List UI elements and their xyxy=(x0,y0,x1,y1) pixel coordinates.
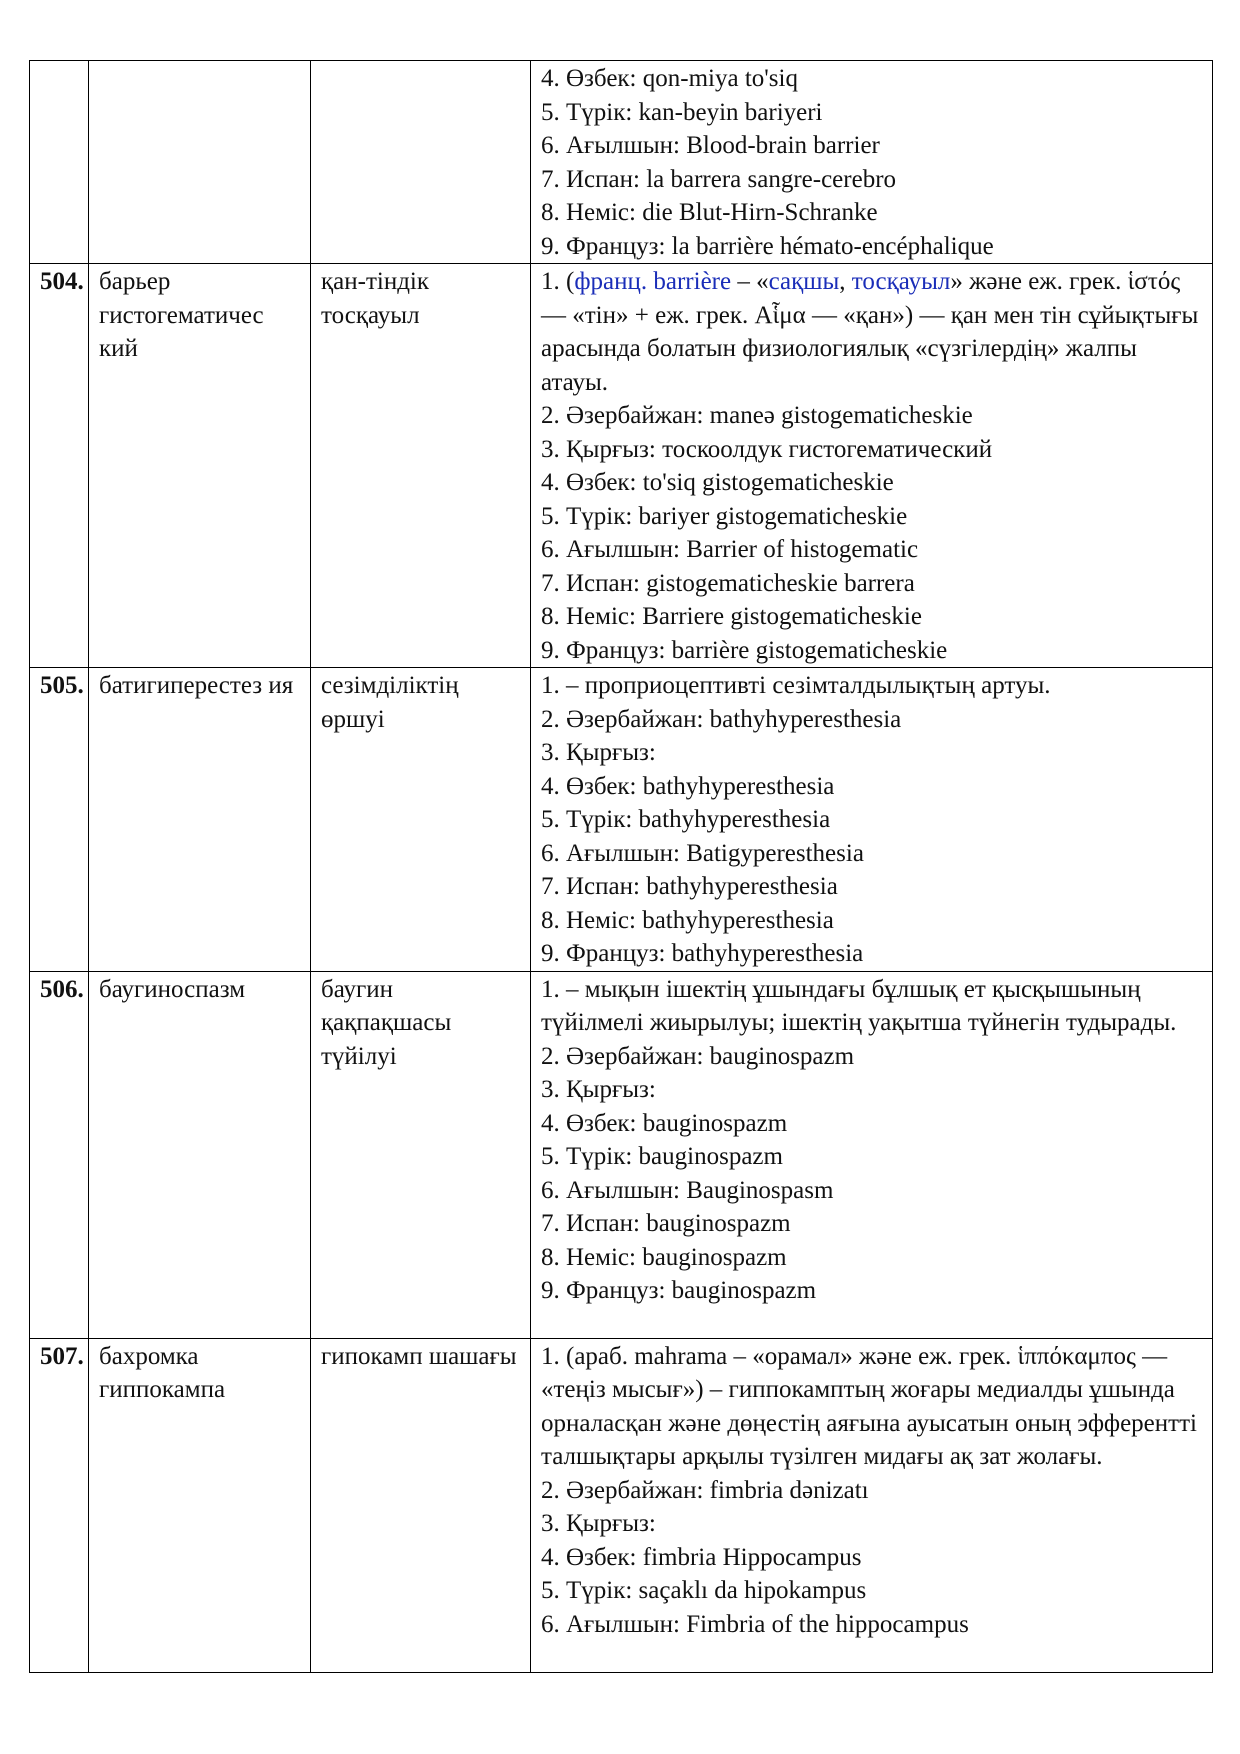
definition-text: 1. – мықын ішектің ұшындағы бұлшық ет қысқышының түйілмелі жиырылуы; ішектің уақытша түйнегін тудырады. xyxy=(541,975,1177,1036)
translation-line: 3. Қырғыз: xyxy=(541,1510,656,1537)
translation-line: 4. Өзбек: bauginospazm xyxy=(541,1109,788,1137)
translation-line: 4. Өзбек: qon-miya to'siq xyxy=(541,65,798,92)
translation-line: 5. Түрік: bariyer gistogematicheskie xyxy=(541,502,908,530)
translation-line: 7. Испан: la barrera sangre-cerebro xyxy=(541,165,897,193)
russian-term: батигиперестез ия xyxy=(89,668,311,972)
definition-cell xyxy=(531,668,1213,972)
translation-line: 4. Өзбек: to'siq gistogematicheskie xyxy=(541,469,894,496)
definition-cell xyxy=(531,264,1213,668)
translation-line: 8. Неміс: bathyhyperesthesia xyxy=(541,906,834,934)
translation-line: 3. Қырғыз: тоскоолдук гистогематический xyxy=(541,435,993,463)
translation-line: 7. Испан: bathyhyperesthesia xyxy=(541,873,838,900)
translation-line: 6. Ағылшын: Bauginospasm xyxy=(541,1176,834,1204)
kazakh-term xyxy=(311,61,531,264)
translation-line: 8. Неміс: Barriere gistogematicheskie xyxy=(541,603,922,630)
table-row xyxy=(30,668,1213,972)
russian-term: барьер гистогематичес кий xyxy=(89,264,311,668)
table-row xyxy=(30,61,1213,264)
kazakh-term: қан-тіндік тосқауыл xyxy=(311,264,531,668)
translation-line: 8. Неміс: bauginospazm xyxy=(541,1243,787,1271)
definition-cell xyxy=(531,971,1213,1338)
definition-cell xyxy=(531,1338,1213,1672)
translation-line: 7. Испан: gistogematicheskie barrera xyxy=(541,569,915,597)
definition-cell xyxy=(531,61,1213,264)
translation-line: 2. Әзербайжан: fimbria dənizatı xyxy=(541,1476,869,1504)
kazakh-term: сезімділіктің өршуі xyxy=(311,668,531,972)
russian-term: баугиноспазм xyxy=(89,971,311,1338)
translation-line: 5. Түрік: saçaklı da hipokampus xyxy=(541,1577,867,1604)
table-row xyxy=(30,971,1213,1338)
translation-line: 6. Ағылшын: Batigyperesthesia xyxy=(541,839,864,867)
translation-line: 9. Француз: barrière gistogematicheskie xyxy=(541,636,948,664)
table-row xyxy=(30,264,1213,668)
translation-line: 2. Әзербайжан: bauginospazm xyxy=(541,1042,855,1070)
entry-number: 505. xyxy=(30,668,89,972)
translation-line: 6. Ағылшын: Blood-brain barrier xyxy=(541,132,880,159)
russian-term xyxy=(89,61,311,264)
dictionary-table xyxy=(29,60,1213,1673)
etymology-link: франц. barrière xyxy=(574,268,732,295)
etymology-link: сақшы xyxy=(768,268,840,295)
definition-text: 1. – проприоцептивті сезімталдылықтың артуы. xyxy=(541,672,1051,699)
entry-number: 504. xyxy=(30,264,89,668)
table-row xyxy=(30,1338,1213,1672)
russian-term: бахромка гиппокампа xyxy=(89,1338,311,1672)
translation-line: 9. Француз: bathyhyperesthesia xyxy=(541,940,864,967)
translation-line: 2. Әзербайжан: maneə gistogematicheskie xyxy=(541,402,973,429)
definition-text: 1. (араб. mahrama – «орамал» және еж. грек. ἱππόκαμπος — «теңіз мысығ») – гиппокамптың жоғары медиалды ұшында орналасқан және дөңестің аяғына ауысатын оның эфферентті талшықтары арқылы түзілген мидағы ақ зат жолағы. xyxy=(541,1342,1197,1470)
translation-line: 6. Ағылшын: Barrier of histogematic xyxy=(541,536,919,563)
translation-line: 9. Француз: bauginospazm xyxy=(541,1277,817,1304)
kazakh-term: гипокамп шашағы xyxy=(311,1338,531,1672)
translation-line: 9. Француз: la barrière hémato-encéphalique xyxy=(541,232,994,260)
translation-line: 5. Түрік: kan-beyin bariyeri xyxy=(541,98,823,126)
translation-line: 5. Түрік: bauginospazm xyxy=(541,1143,783,1170)
translation-line: 3. Қырғыз: xyxy=(541,1076,656,1103)
translation-line: 8. Неміс: die Blut-Hirn-Schranke xyxy=(541,199,878,226)
translation-line: 4. Өзбек: fimbria Hippocampus xyxy=(541,1543,862,1571)
translation-line: 5. Түрік: bathyhyperesthesia xyxy=(541,806,831,833)
kazakh-term: баугин қақпақшасы түйілуі xyxy=(311,971,531,1338)
translation-line: 3. Қырғыз: xyxy=(541,739,656,766)
translation-line: 6. Ағылшын: Fimbria of the hippocampus xyxy=(541,1610,969,1638)
entry-number: 506. xyxy=(30,971,89,1338)
entry-number xyxy=(30,61,89,264)
translation-line: 2. Әзербайжан: bathyhyperesthesia xyxy=(541,705,902,733)
translation-line: 7. Испан: bauginospazm xyxy=(541,1210,791,1237)
definition-text: 1. (франц. barrière – «сақшы, тосқауыл» және еж. грек. ἱστός — «тін» + еж. грек. Αἷμα — «қан») — қан мен тін сұйықтығы арасында болатын физиологиялық «сүзгілердің» жалпы атауы. xyxy=(541,268,1199,396)
translation-line: 4. Өзбек: bathyhyperesthesia xyxy=(541,772,835,800)
etymology-link: тосқауыл xyxy=(851,268,951,295)
entry-number: 507. xyxy=(30,1338,89,1672)
